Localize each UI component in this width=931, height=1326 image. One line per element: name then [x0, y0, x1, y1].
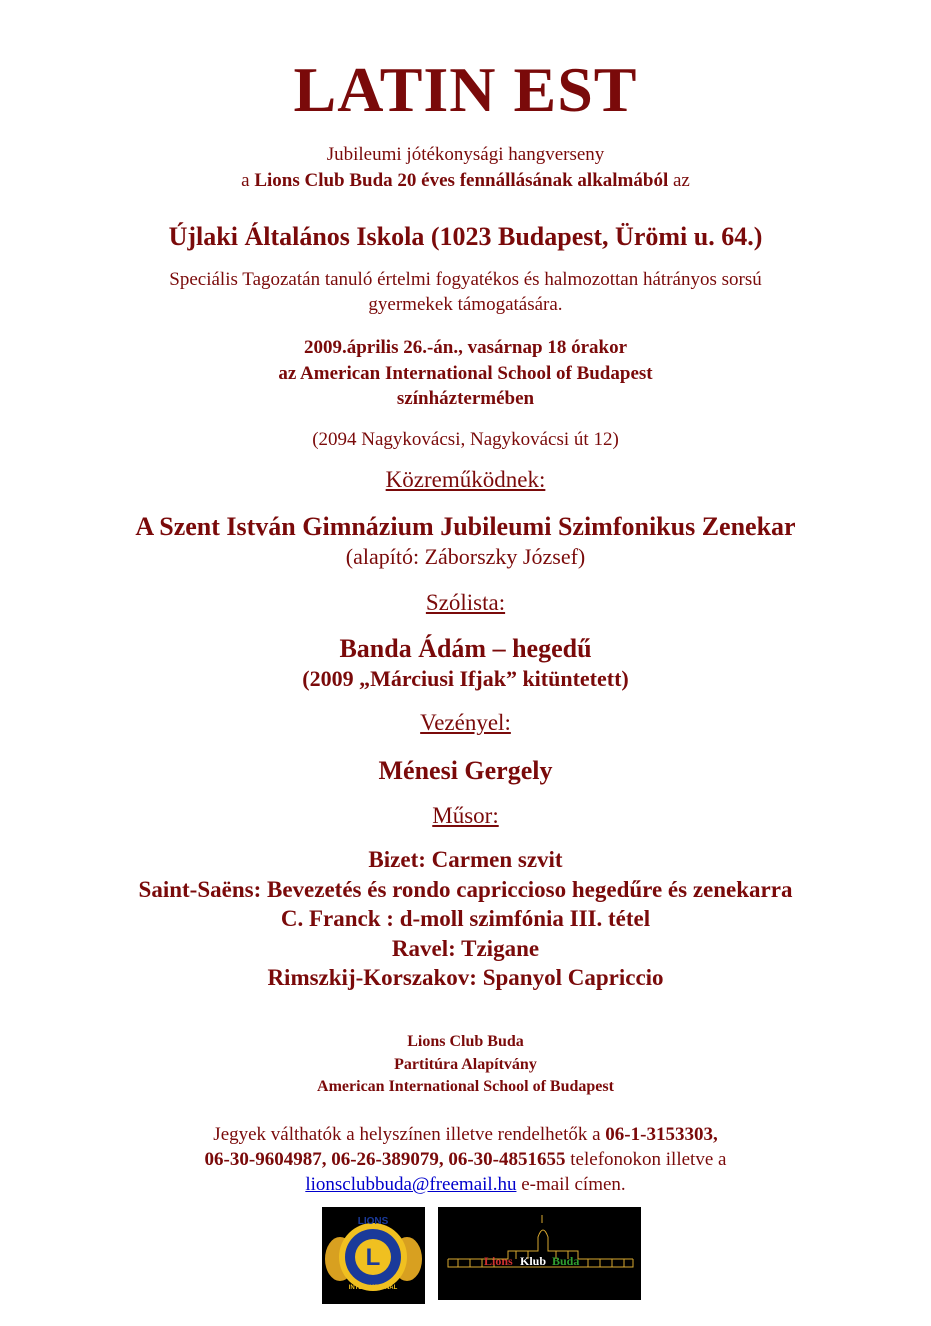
klub-word-buda: Buda: [552, 1254, 580, 1268]
email-link[interactable]: lionsclubbuda@freemail.hu: [305, 1174, 517, 1195]
orchestra-founder: (alapító: Záborszky József): [345, 544, 586, 569]
klub-word-klub: Klub: [520, 1254, 547, 1268]
tickets-text-2: telefonokon illetve a: [565, 1149, 727, 1170]
buda-castle-icon: [438, 1207, 641, 1300]
purpose-line-1: Speciális Tagozatán tanuló értelmi fogyatékos és halmozottan hátrányos sorsú: [169, 269, 762, 290]
event-title: LATIN EST: [293, 54, 638, 125]
lions-klub-buda-logo: [438, 1207, 641, 1300]
program-item: Saint-Saëns: Bevezetés és rondo capriccioso hegedűre és zenekarra: [138, 877, 793, 902]
program-item: Bizet: Carmen szvit: [368, 847, 563, 872]
intro-prefix: a: [241, 170, 255, 191]
organizer: Lions Club Buda: [407, 1033, 524, 1050]
organizer: Partitúra Alapítvány: [394, 1056, 537, 1073]
lions-bottom-text: INTERNATIONAL: [348, 1285, 398, 1291]
performers-heading-row: [0, 466, 931, 494]
organizer: American International School of Budapest: [317, 1078, 614, 1095]
email-suffix: e-mail címen.: [516, 1174, 626, 1195]
klub-word-lions: Lions: [484, 1254, 513, 1268]
date-time: 2009.április 26.-án., vasárnap 18 órakor: [303, 337, 628, 358]
school-name: Újlaki Általános Iskola (1023 Budapest, Ürömi u. 64.): [168, 222, 763, 251]
soloist-award: (2009 „Márciusi Ifjak” kitüntetett): [302, 666, 629, 691]
intro-line-1: Jubileumi jótékonysági hangverseny: [326, 144, 605, 165]
soloist-heading: Szólista:: [425, 590, 506, 615]
lions-international-logo: [322, 1207, 425, 1304]
conductor-heading: Vezényel:: [420, 710, 511, 735]
tickets-line-2: [0, 1147, 931, 1172]
program-heading-row: [0, 802, 931, 830]
orchestra-name: A Szent István Gimnázium Jubileumi Szimfonikus Zenekar: [135, 512, 796, 541]
lions-letter: L: [365, 1244, 381, 1271]
ticket-phone: 06-1-3153303,: [605, 1124, 718, 1145]
lions-emblem-icon: [322, 1207, 425, 1304]
venue-address: (2094 Nagykovácsi, Nagykovácsi út 12): [312, 429, 619, 450]
performers-heading: Közreműködnek:: [385, 467, 546, 492]
conductor-name: Ménesi Gergely: [378, 756, 553, 785]
lions-top-text: LIONS: [357, 1216, 389, 1227]
intro-line-2: [0, 168, 931, 194]
program-heading: Műsor:: [432, 803, 499, 828]
klub-name: [484, 1254, 579, 1268]
intro-suffix: az: [668, 170, 690, 191]
venue-room: színháztermében: [396, 388, 535, 409]
ticket-phones: 06-30-9604987, 06-26-389079, 06-30-4851655: [204, 1149, 566, 1170]
program-item: Ravel: Tzigane: [391, 936, 540, 961]
tickets-line-1: [0, 1122, 931, 1147]
venue-line: az American International School of Budapest: [278, 363, 653, 384]
soloist-heading-row: [0, 589, 931, 617]
program-item: Rimszkij-Korszakov: Spanyol Capriccio: [267, 965, 664, 990]
purpose-line-2: gyermekek támogatására.: [368, 294, 563, 315]
intro-occasion: Lions Club Buda 20 éves fennállásának alkalmából: [254, 170, 669, 191]
tickets-text: Jegyek válthatók a helyszínen illetve rendelhetők a: [213, 1124, 606, 1145]
tickets-line-3: [0, 1172, 931, 1197]
soloist-name: Banda Ádám – hegedű: [339, 634, 592, 663]
program-item: C. Franck : d-moll szimfónia III. tétel: [280, 906, 651, 931]
conductor-heading-row: [0, 709, 931, 737]
